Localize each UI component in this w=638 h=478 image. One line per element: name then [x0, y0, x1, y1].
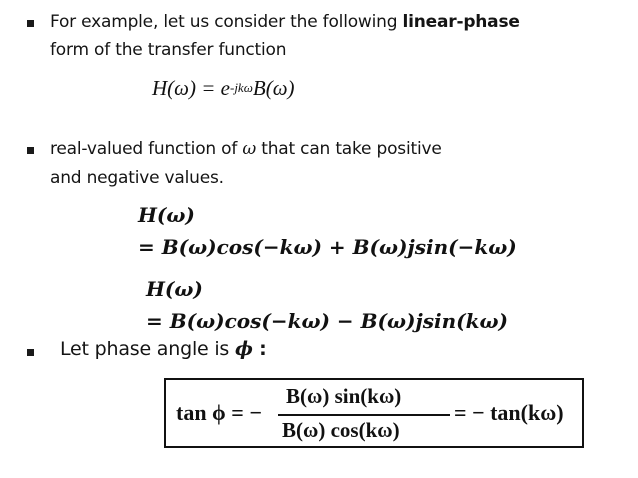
- real-valued-suffix: that can take positive: [256, 139, 442, 159]
- bullet-text-real-valued: [50, 136, 442, 162]
- bullet-marker: [27, 20, 34, 27]
- transfer-function-equation: [152, 76, 295, 101]
- expansion2-lhs: H(ω): [146, 277, 203, 301]
- transfer-exponent: -jkω: [229, 80, 253, 95]
- linear-phase-bold: linear-phase: [402, 12, 520, 32]
- bullet-marker: [27, 349, 34, 356]
- expansion1-rhs: = B(ω)cos(−kω) + B(ω)jsin(−kω): [138, 235, 517, 259]
- transfer-rhs: B(ω): [252, 76, 295, 100]
- phi-symbol: ϕ: [234, 338, 253, 360]
- expansion1-lhs: H(ω): [138, 203, 195, 227]
- real-valued-prefix: real-valued function of: [50, 139, 243, 159]
- fraction-bar: [278, 414, 450, 416]
- real-valued-line2: and negative values.: [50, 168, 224, 188]
- tangent-denominator: B(ω) cos(kω): [282, 418, 400, 442]
- example-text-line2: form of the transfer function: [50, 40, 287, 60]
- phase-angle-text: Let phase angle is: [60, 338, 235, 360]
- bullet-text-phase-angle: [60, 336, 267, 362]
- example-text-prefix: For example, let us consider the following: [50, 12, 403, 32]
- bullet-text-real-valued-line2: [50, 165, 224, 191]
- tangent-lhs: tan ϕ = −: [176, 400, 262, 425]
- omega-symbol: ω: [242, 139, 257, 159]
- bullet-marker: [27, 147, 34, 154]
- transfer-lhs: H(ω) = e: [152, 76, 230, 100]
- tangent-numerator: B(ω) sin(kω): [286, 384, 402, 408]
- tangent-rhs: = − tan(kω): [454, 400, 564, 425]
- phase-angle-colon: :: [252, 338, 267, 360]
- tangent-formula-box: [164, 378, 584, 448]
- bullet-text-example: [50, 9, 520, 35]
- expansion2-rhs: = B(ω)cos(−kω) − B(ω)jsin(kω): [146, 309, 508, 333]
- bullet-text-example-line2: [50, 37, 286, 63]
